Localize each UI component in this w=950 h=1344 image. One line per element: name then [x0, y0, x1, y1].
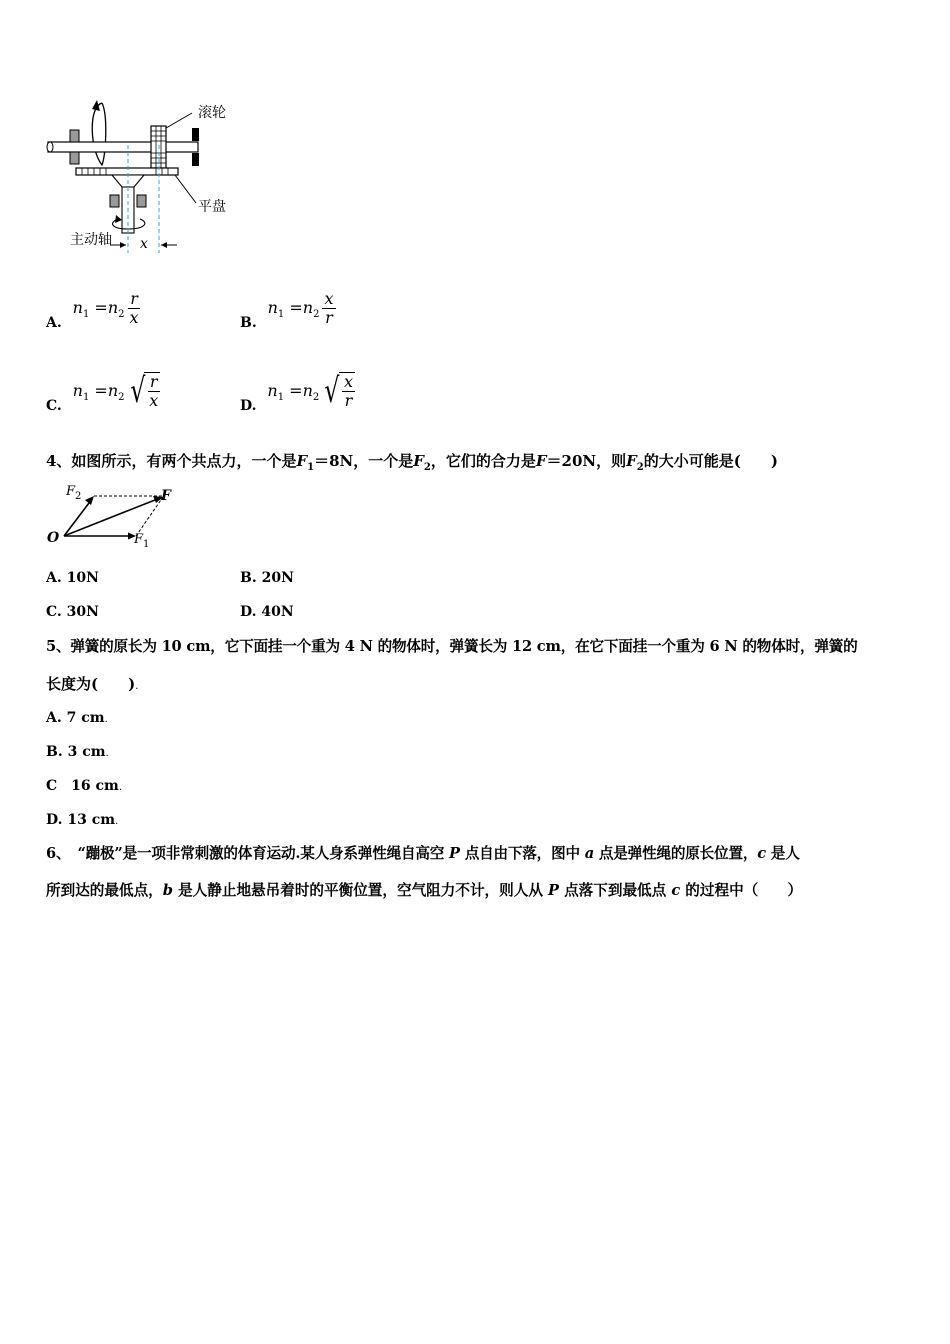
q6-stem-line1: 6、 “蹦极”是一项非常刺激的体育运动.某人身系弹性绳自高空 P 点自由下落，图中 a 点是弹性绳的原长位置，c 是人: [46, 845, 800, 862]
origin-o-label: O: [47, 530, 60, 546]
option-letter: B.: [240, 315, 257, 331]
q4-option-a[interactable]: A. 10N: [46, 570, 99, 586]
q5-stem-line2: 长度为( ).: [46, 675, 139, 693]
q3-option-d[interactable]: [240, 372, 355, 416]
option-letter: C.: [46, 397, 62, 414]
plate-label: 平盘: [198, 199, 226, 215]
driving-shaft-label: 主动轴: [70, 232, 112, 248]
q5-stem-line1: 5、弹簧的原长为 10 cm，它下面挂一个重为 4 N 的物体时，弹簧长为 12 cm，在它下面挂一个重为 6 N 的物体时，弹簧的: [46, 638, 858, 655]
f1-label: $F_1$: [134, 532, 150, 550]
equation: $n_1 =n_2$ √ $\frac{r}{x}$: [72, 371, 159, 411]
q5-option-d[interactable]: D. 13 cm.: [46, 812, 119, 828]
option-letter: A.: [46, 315, 62, 331]
q4-option-c[interactable]: C. 30N: [46, 604, 99, 620]
f2-label: $F_2$: [66, 484, 82, 502]
q5-option-c[interactable]: C 16 cm.: [46, 778, 123, 794]
equation: $n_1 =n_2$ √ $\frac{x}{r}$: [267, 371, 353, 411]
f-label: F: [161, 488, 171, 504]
roller-label: 滚轮: [198, 105, 226, 121]
q4-option-d[interactable]: D. 40N: [240, 604, 294, 620]
q3-option-a[interactable]: [46, 290, 141, 333]
equation: $n_1 =n_2$ $\frac{x}{r}$: [267, 289, 334, 327]
q4-option-b[interactable]: B. 20N: [240, 570, 294, 586]
q5-option-a[interactable]: A. 7 cm.: [46, 710, 108, 726]
q5-option-b[interactable]: B. 3 cm.: [46, 744, 109, 760]
distance-x-label: x: [140, 236, 148, 252]
q6-stem-line2: 所到达的最低点，b 是人静止地悬吊着时的平衡位置，空气阻力不计，则人从 P 点落下到最低点 c 的过程中（ ）: [46, 882, 803, 899]
q4-stem: 4、如图所示，有两个共点力，一个是$F_1=8N$，一个是$F_2$，它们的合力是F＝20N，则$F_2$的大小可能是( ): [46, 452, 778, 473]
equation: $n_1 =n_2$ $\frac{r}{x}$: [72, 289, 139, 327]
option-letter: D.: [240, 397, 257, 414]
q3-option-c[interactable]: [46, 372, 160, 416]
q3-option-b[interactable]: [240, 290, 336, 333]
